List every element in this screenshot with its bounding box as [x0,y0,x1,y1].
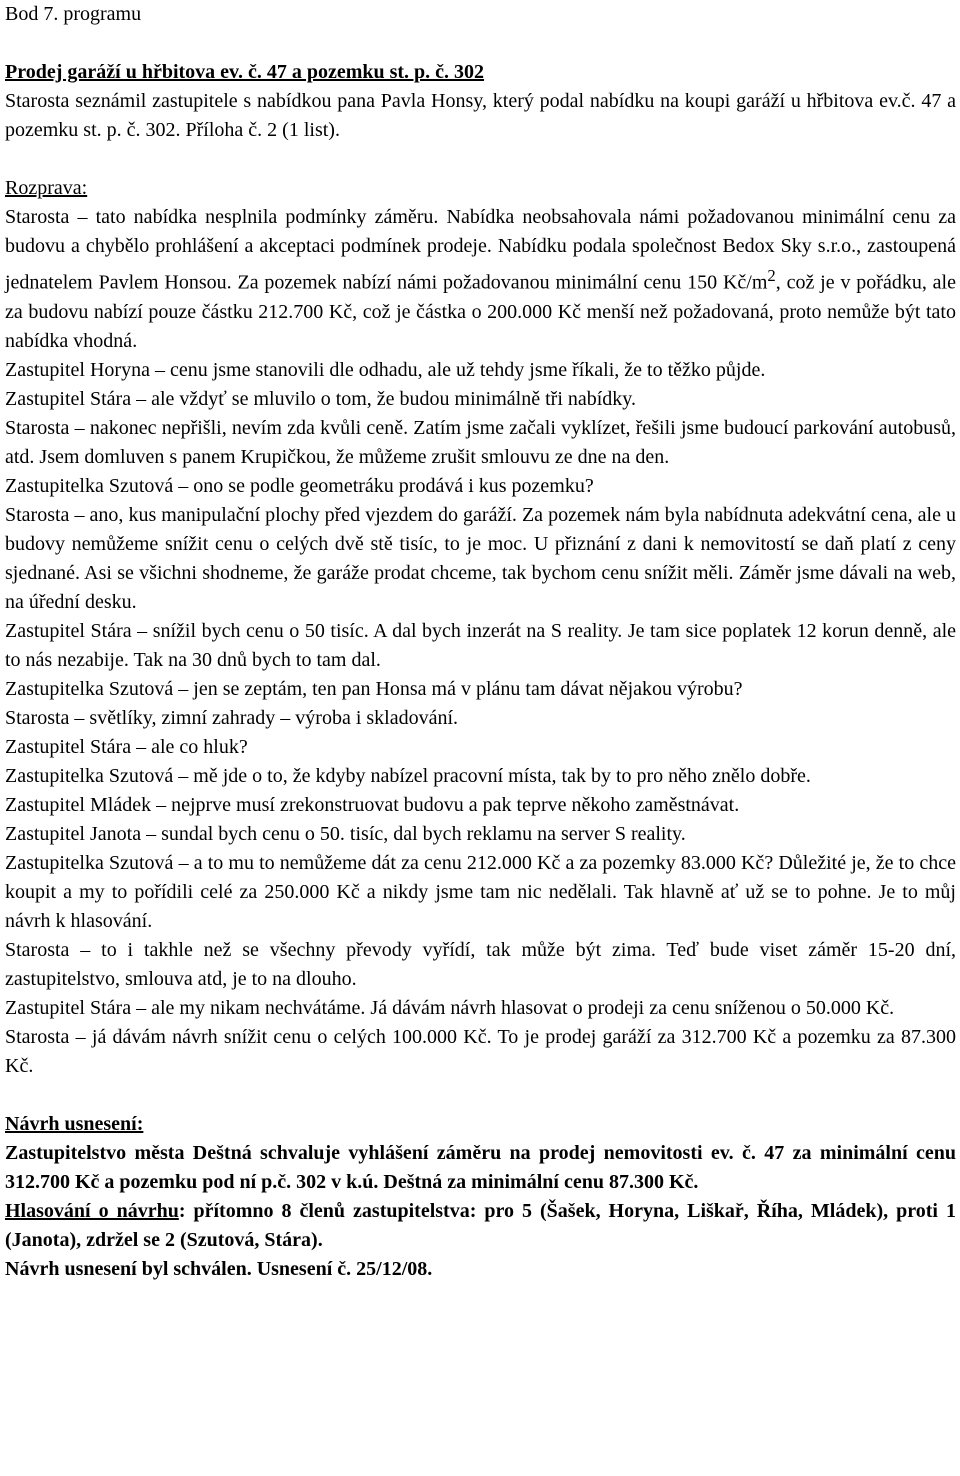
debate-statement: Starosta – já dávám návrh snížit cenu o celých 100.000 Kč. To je prodej garáží za 312.700 Kč a pozemku za 87.300 Kč. [5,1025,956,1077]
debate-statement: Starosta – nakonec nepřišli, nevím zda kvůli ceně. Zatím jsme začali vyklízet, řešili jsme budoucí parkování autobusů, atd. Jsem domluven s panem Krupičkou, že můžeme zrušit smlouvu ze dne na den. [5,416,956,468]
debate-statement: Zastupitel Stára – ale co hluk? [5,735,248,758]
debate-statement: Zastupitel Stára – ale vždyť se mluvilo o tom, že budou minimálně tři nabídky. [5,387,637,410]
debate-statement: Zastupitel Stára – snížil bych cenu o 50 tisíc. A dal bych inzerát na S reality. Je tam sice poplatek 12 korun denně, ale to nás nezabije. Tak na 30 dnů bych to tam dal. [5,619,956,671]
debate-statement: Zastupitel Horyna – cenu jsme stanovili dle odhadu, ale už tehdy jsme říkali, že to těžko půjde. [5,358,766,381]
debate-heading: Rozprava: [5,177,88,199]
spacer [5,1081,956,1110]
spacer [5,29,956,58]
vote-summary [5,1197,956,1255]
superscript: 2 [767,266,776,285]
debate-statement: Starosta – světlíky, zimní zahrady – výroba i skladování. [5,706,459,729]
debate-statement: Zastupitel Janota – sundal bych cenu o 50. tisíc, dal bych reklamu na server S reality. [5,822,686,845]
debate-statement: Zastupitelka Szutová – ono se podle geometráku prodává i kus pozemku? [5,474,594,497]
debate-statement: Zastupitelka Szutová – a to mu to nemůžeme dát za cenu 212.000 Kč a za pozemky 83.000 Kč? Důležité je, že to chce koupit a my to pořídili celé za 250.000 Kč a nikdy jsme tam nic nedělali. Tak hlavně ať už se to pohne. Je to můj návrh k hlasování. [5,851,956,932]
debate-statement: Zastupitel Stára – ale my nikam nechvátáme. Já dávám návrh hlasovat o prodeji za cenu sníženou o 50.000 Kč. [5,996,895,1019]
debate-statement-starosta-1 [5,203,956,356]
vote-text: : přítomno 8 členů zastupitelstva: pro 5 (Šašek, Horyna, Liškař, Říha, Mládek), proti 1 (Janota), zdržel se 2 (Szutová, Stára). [5,1199,956,1251]
debate-statement: Zastupitel Mládek – nejprve musí zrekonstruovat budovu a pak teprve někoho zaměstnávat. [5,793,740,816]
item-intro: Starosta seznámil zastupitele s nabídkou pana Pavla Honsy, který podal nabídku na koupi garáží u hřbitova ev.č. 47 a pozemku st. p. č. 302. Příloha č. 2 (1 list). [5,90,956,141]
vote-label: Hlasování o návrhu [5,1199,179,1222]
resolution-heading: Návrh usnesení: [5,1112,144,1135]
debate-statement: Starosta – to i takhle než se všechny převody vyřídí, tak může být zima. Teď bude viset záměr 15-20 dní, zastupitelstvo, smlouva atd, je to na dlouho. [5,938,956,990]
statement-text-part: Starosta – tato nabídka nesplnila podmínky záměru. Nabídka neobsahovala námi požadovanou minimální cenu za budovu a chybělo prohlášení a akceptaci podmínek prodeje. Nabídku podala společnost Bedox Sky s.r.o., zastoupená jednatelem Pavlem Honsou. Za pozemek nabízí námi požadovanou minimální cenu 150 Kč/m [5,206,956,294]
agenda-item: Bod 7. programu [5,3,142,25]
item-title: Prodej garáží u hřbitova ev. č. 47 a pozemku st. p. č. 302 [5,61,485,83]
debate-statement: Zastupitelka Szutová – mě jde o to, že kdyby nabízel pracovní místa, tak by to pro něho znělo dobře. [5,764,811,787]
debate-statement: Starosta – ano, kus manipulační plochy před vjezdem do garáží. Za pozemek nám byla nabídnuta adekvátní cena, ale u budovy nemůžeme snížit cenu o celých dvě stě tisíc, to je moc. U přiznání z dani k nemovitostí se daň platí z ceny sjednané. Asi se všichni shodneme, že garáže prodat chceme, tak bychom cenu snížit měli. Záměr jsme dávali na web, na úřední desku. [5,503,956,613]
debate-statement: Zastupitelka Szutová – jen se zeptám, ten pan Honsa má v plánu tam dávat nějakou výrobu? [5,677,743,700]
resolution-result: Návrh usnesení byl schválen. Usnesení č. 25/12/08. [5,1257,433,1280]
spacer [5,145,956,174]
resolution-text: Zastupitelstvo města Deštná schvaluje vyhlášení záměru na prodej nemovitosti ev. č. 47 za minimální cenu 312.700 Kč a pozemku pod ní p.č. 302 v k.ú. Deštná za minimální cenu 87.300 Kč. [5,1141,956,1193]
statement-text-part: , což je v pořádku, ale za budovu nabízí pouze částku 212.700 Kč, což je částka o 200.000 Kč menší než požadovaná, proto nemůže být tato nabídka vhodná. [5,271,956,352]
